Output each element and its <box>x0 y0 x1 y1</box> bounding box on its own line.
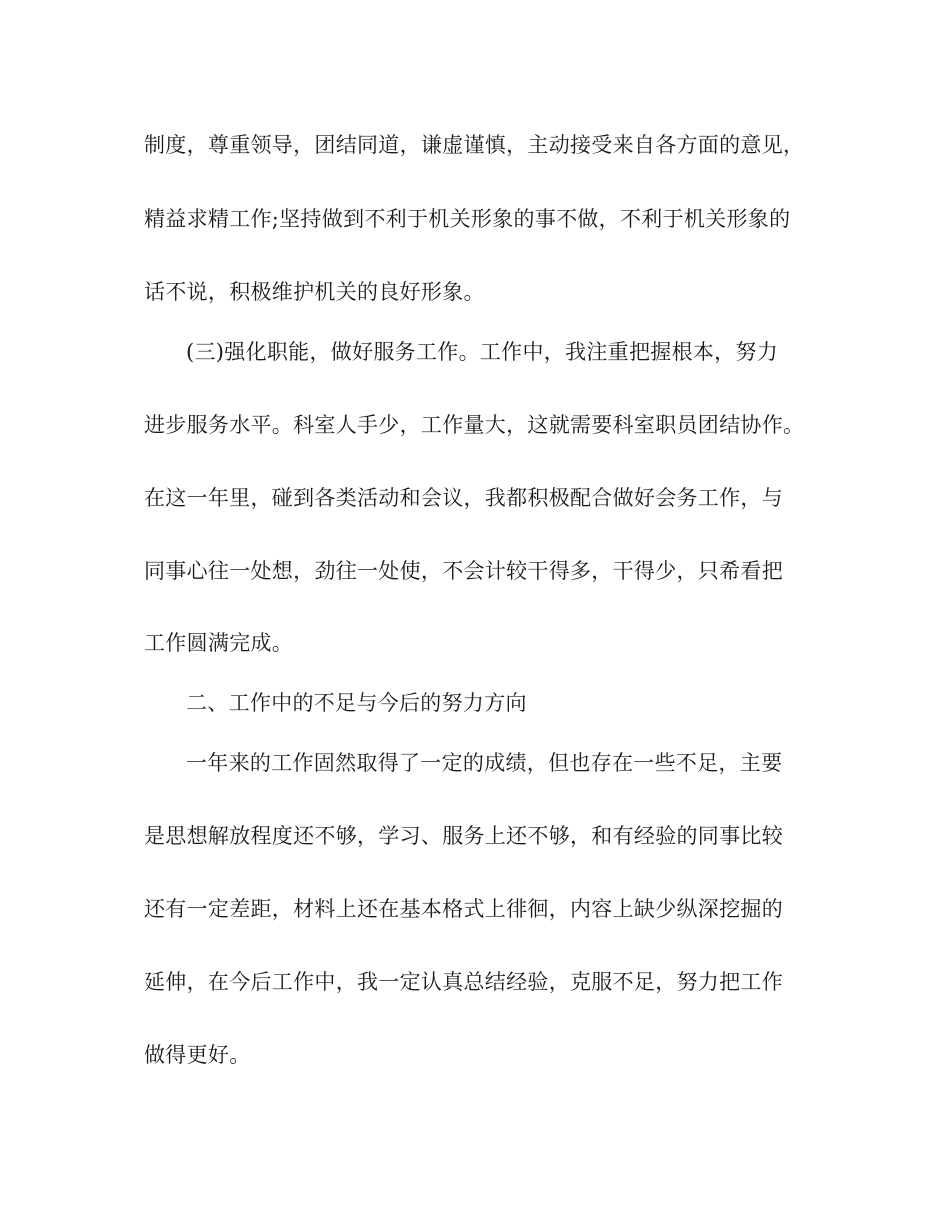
section-heading-2: 二、工作中的不足与今后的努力方向 <box>186 691 527 715</box>
text-line: 还有一定差距，材料上还在基本格式上徘徊，内容上缺少纵深挖掘的 <box>144 897 783 921</box>
paragraph-start: 一年来的工作固然取得了一定的成绩，但也存在一些不足，主要 <box>186 751 783 775</box>
text-line: 做得更好。 <box>144 1043 251 1067</box>
text-line: 同事心往一处想，劲往一处使，不会计较干得多，干得少，只希看把 <box>144 559 783 583</box>
text-line: 是思想解放程度还不够，学习、服务上还不够，和有经验的同事比较 <box>144 824 783 848</box>
text-line: 在这一年里，碰到各类活动和会议，我都积极配合做好会务工作，与 <box>144 486 783 510</box>
text-line: 制度，尊重领导，团结同道，谦虚谨慎，主动接受来自各方面的意见， <box>144 133 805 157</box>
text-line: 精益求精工作;坚持做到不利于机关形象的事不做，不利于机关形象的 <box>144 207 791 231</box>
text-line: 进步服务水平。科室人手少，工作量大，这就需要科室职员团结协作。 <box>144 413 805 437</box>
text-line: 延伸，在今后工作中，我一定认真总结经验，克服不足，努力把工作 <box>144 970 783 994</box>
text-line: 工作圆满完成。 <box>144 631 294 655</box>
section-heading-3: (三)强化职能，做好服务工作。工作中，我注重把握根本，努力 <box>186 340 779 364</box>
text-line: 话不说，积极维护机关的良好形象。 <box>144 280 485 304</box>
